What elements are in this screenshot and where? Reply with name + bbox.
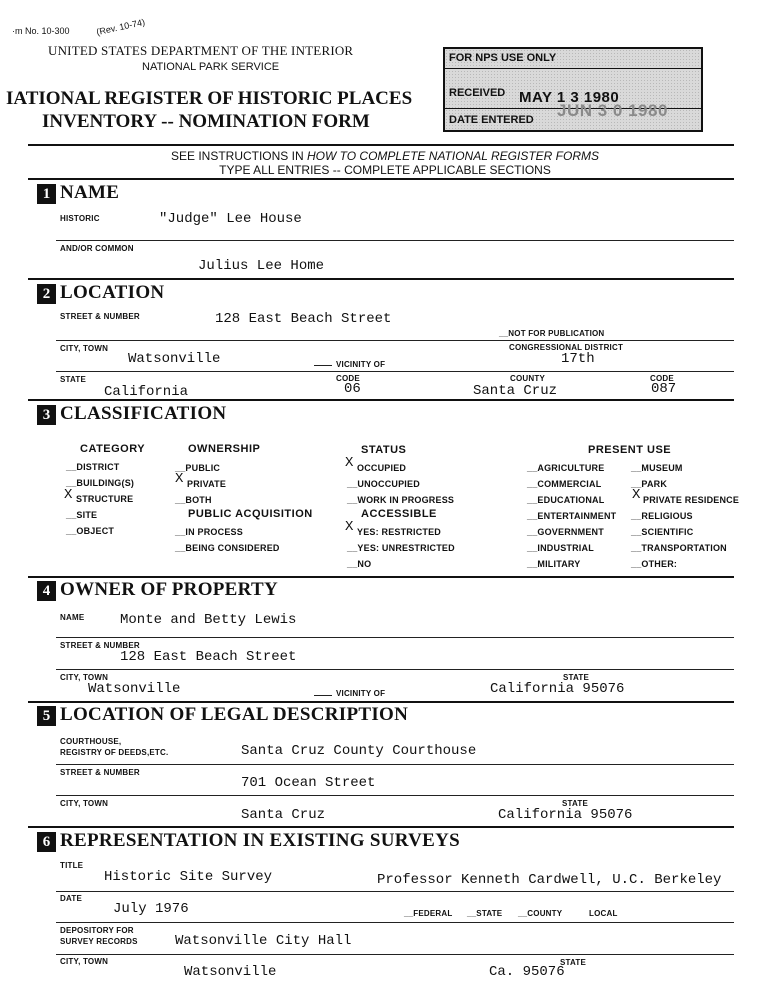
ownership-private: PRIVATE — [187, 479, 227, 489]
city-label: CITY, TOWN — [60, 344, 109, 353]
county-label: COUNTY — [510, 374, 545, 383]
survey-date-rule — [56, 922, 734, 923]
owner-state-label: STATE — [563, 673, 590, 682]
vicinity-blank — [314, 365, 332, 366]
owner-city-value: Watsonville — [88, 681, 181, 697]
legal-city-label: CITY, TOWN — [60, 799, 109, 808]
category-buildings: __BUILDING(S) — [66, 478, 135, 488]
status-occupied-mark: X — [345, 455, 354, 471]
owner-vicinity-blank — [314, 695, 332, 696]
section-2-rule — [28, 399, 734, 401]
state-value: California — [104, 384, 189, 400]
accessible-heading: ACCESSIBLE — [361, 508, 437, 520]
category-heading: CATEGORY — [80, 443, 146, 455]
use-transportation: __TRANSPORTATION — [631, 543, 727, 553]
cong-district-value: 17th — [561, 351, 595, 367]
ownership-heading: OWNERSHIP — [188, 443, 261, 455]
survey-title-value: Historic Site Survey — [104, 869, 273, 885]
depository-rule — [56, 954, 734, 955]
survey-city-value: Watsonville — [184, 964, 277, 980]
owner-name-label: NAME — [60, 613, 85, 622]
ownership-public: __PUBLIC — [175, 463, 221, 473]
legal-state-label: STATE — [562, 799, 589, 808]
section-5-number: 5 — [37, 706, 56, 726]
date-entered-stamp: JUN 3 0 1980 — [557, 101, 668, 120]
section-6-number: 6 — [37, 832, 56, 852]
legal-state-value: California 95076 — [498, 807, 633, 823]
survey-city-label: CITY, TOWN — [60, 957, 109, 966]
use-commercial: __COMMERCIAL — [527, 479, 602, 489]
survey-title-rule — [56, 891, 734, 892]
survey-date-label: DATE — [60, 894, 82, 903]
city-rule — [56, 371, 734, 372]
nps-divider — [445, 68, 701, 69]
section-1-title: NAME — [60, 182, 120, 203]
common-value: Julius Lee Home — [198, 258, 325, 274]
section-3-rule — [28, 576, 734, 578]
section-4-rule — [28, 701, 734, 703]
use-museum: __MUSEUM — [631, 463, 683, 473]
form-revision: (Rev. 10-74) — [95, 16, 146, 38]
section-5-rule — [28, 826, 734, 828]
code-value: 06 — [344, 381, 361, 397]
use-religious: __RELIGIOUS — [631, 511, 693, 521]
courthouse-label-1: COURTHOUSE, — [60, 737, 122, 746]
owner-street-rule — [56, 669, 734, 670]
section-1-rule — [28, 278, 734, 280]
section-1-number: 1 — [37, 184, 56, 204]
state-label: STATE — [60, 375, 87, 384]
section-4-title: OWNER OF PROPERTY — [60, 579, 279, 600]
section-3-title: CLASSIFICATION — [60, 403, 227, 424]
courthouse-label-2: REGISTRY OF DEEDS,ETC. — [60, 748, 169, 757]
acquisition-being-considered: __BEING CONSIDERED — [175, 543, 280, 553]
level-county: __COUNTY — [518, 909, 563, 918]
level-local: LOCAL — [589, 909, 618, 918]
use-private-residence: PRIVATE RESIDENCE — [643, 495, 740, 505]
public-acquisition-heading: PUBLIC ACQUISITION — [188, 508, 313, 520]
use-industrial: __INDUSTRIAL — [527, 543, 594, 553]
vicinity-label: VICINITY OF — [336, 360, 386, 369]
ownership-both: __BOTH — [175, 495, 212, 505]
use-agriculture: __AGRICULTURE — [527, 463, 605, 473]
use-park: __PARK — [631, 479, 668, 489]
owner-city-label: CITY, TOWN — [60, 673, 109, 682]
instructions-prefix: SEE INSTRUCTIONS IN — [170, 149, 307, 163]
depository-label-1: DEPOSITORY FOR — [60, 926, 134, 935]
level-federal: __FEDERAL — [404, 909, 453, 918]
legal-city-value: Santa Cruz — [241, 807, 326, 823]
use-private-residence-mark: X — [632, 487, 641, 503]
instructions-rule — [28, 178, 734, 180]
street-rule — [56, 340, 734, 341]
survey-date-value: July 1976 — [113, 901, 189, 917]
instructions-italic: HOW TO COMPLETE NATIONAL REGISTER FORMS — [306, 149, 600, 163]
status-heading: STATUS — [361, 444, 407, 456]
instructions-line2: TYPE ALL ENTRIES -- COMPLETE APPLICABLE SECTIONS — [219, 163, 551, 177]
street-value: 128 East Beach Street — [215, 311, 392, 327]
form-title-line2: INVENTORY -- NOMINATION FORM — [42, 111, 370, 132]
use-other: __OTHER: — [631, 559, 678, 569]
legal-street-rule — [56, 795, 734, 796]
legal-street-value: 701 Ocean Street — [241, 775, 376, 791]
section-6-title: REPRESENTATION IN EXISTING SURVEYS — [60, 830, 461, 851]
date-entered-label: DATE ENTERED — [449, 114, 534, 126]
instructions-line1 — [0, 149, 770, 163]
service-name: NATIONAL PARK SERVICE — [142, 61, 280, 73]
category-structure-mark: X — [64, 487, 73, 503]
survey-title-author: Professor Kenneth Cardwell, U.C. Berkeley — [377, 872, 722, 888]
not-for-publication: __NOT FOR PUBLICATION — [499, 329, 605, 338]
historic-rule — [56, 240, 734, 241]
owner-name-rule — [56, 637, 734, 638]
survey-title-label: TITLE — [60, 861, 84, 870]
legal-street-label: STREET & NUMBER — [60, 768, 140, 777]
department-name: UNITED STATES DEPARTMENT OF THE INTERIOR — [48, 43, 354, 58]
received-stamp: MAY 1 3 1980 — [519, 89, 620, 106]
use-educational: __EDUCATIONAL — [527, 495, 605, 505]
accessible-unrestricted: __YES: UNRESTRICTED — [347, 543, 455, 553]
street-label: STREET & NUMBER — [60, 312, 140, 321]
header-rule — [28, 144, 734, 146]
owner-state-value: California 95076 — [490, 681, 625, 697]
nps-heading: FOR NPS USE ONLY — [449, 52, 557, 64]
form-title-line1: IATIONAL REGISTER OF HISTORIC PLACES — [6, 88, 413, 109]
category-district: __DISTRICT — [66, 462, 120, 472]
owner-vicinity-label: VICINITY OF — [336, 689, 386, 698]
survey-state-value: Ca. 95076 — [489, 964, 565, 980]
section-2-number: 2 — [37, 284, 56, 304]
present-use-heading: PRESENT USE — [588, 444, 672, 456]
category-object: __OBJECT — [66, 526, 115, 536]
code2-label: CODE — [650, 374, 674, 383]
owner-street-label: STREET & NUMBER — [60, 641, 140, 650]
code2-value: 087 — [651, 381, 677, 397]
category-site: __SITE — [66, 510, 98, 520]
form-number: ·m No. 10-300 — [12, 26, 70, 36]
use-government: __GOVERNMENT — [527, 527, 604, 537]
level-state: __STATE — [467, 909, 503, 918]
common-label: AND/OR COMMON — [60, 244, 134, 253]
owner-name-value: Monte and Betty Lewis — [120, 612, 297, 628]
courthouse-rule — [56, 764, 734, 765]
section-5-title: LOCATION OF LEGAL DESCRIPTION — [60, 704, 409, 725]
status-work-in-progress: __WORK IN PROGRESS — [347, 495, 455, 505]
county-value: Santa Cruz — [473, 383, 558, 399]
depository-label-2: SURVEY RECORDS — [60, 937, 138, 946]
code-label: CODE — [336, 374, 360, 383]
historic-label: HISTORIC — [60, 214, 100, 223]
historic-value: "Judge" Lee House — [159, 211, 302, 227]
accessible-restricted: YES: RESTRICTED — [357, 527, 442, 537]
depository-value: Watsonville City Hall — [175, 933, 352, 949]
category-structure: STRUCTURE — [76, 494, 134, 504]
use-entertainment: __ENTERTAINMENT — [527, 511, 617, 521]
courthouse-value: Santa Cruz County Courthouse — [241, 743, 477, 759]
section-4-number: 4 — [37, 581, 56, 601]
cong-district-label: CONGRESSIONAL DISTRICT — [509, 343, 624, 352]
accessible-restricted-mark: X — [345, 519, 354, 535]
nps-use-box — [443, 47, 703, 132]
accessible-no: __NO — [347, 559, 372, 569]
status-occupied: OCCUPIED — [357, 463, 407, 473]
status-unoccupied: __UNOCCUPIED — [347, 479, 420, 489]
use-military: __MILITARY — [527, 559, 581, 569]
section-2-title: LOCATION — [60, 282, 165, 303]
ownership-private-mark: X — [175, 471, 184, 487]
owner-street-value: 128 East Beach Street — [120, 649, 297, 665]
section-3-number: 3 — [37, 405, 56, 425]
received-label: RECEIVED — [449, 87, 506, 99]
acquisition-in-process: __IN PROCESS — [175, 527, 243, 537]
survey-state-label: STATE — [560, 958, 587, 967]
city-value: Watsonville — [128, 351, 221, 367]
use-scientific: __SCIENTIFIC — [631, 527, 694, 537]
